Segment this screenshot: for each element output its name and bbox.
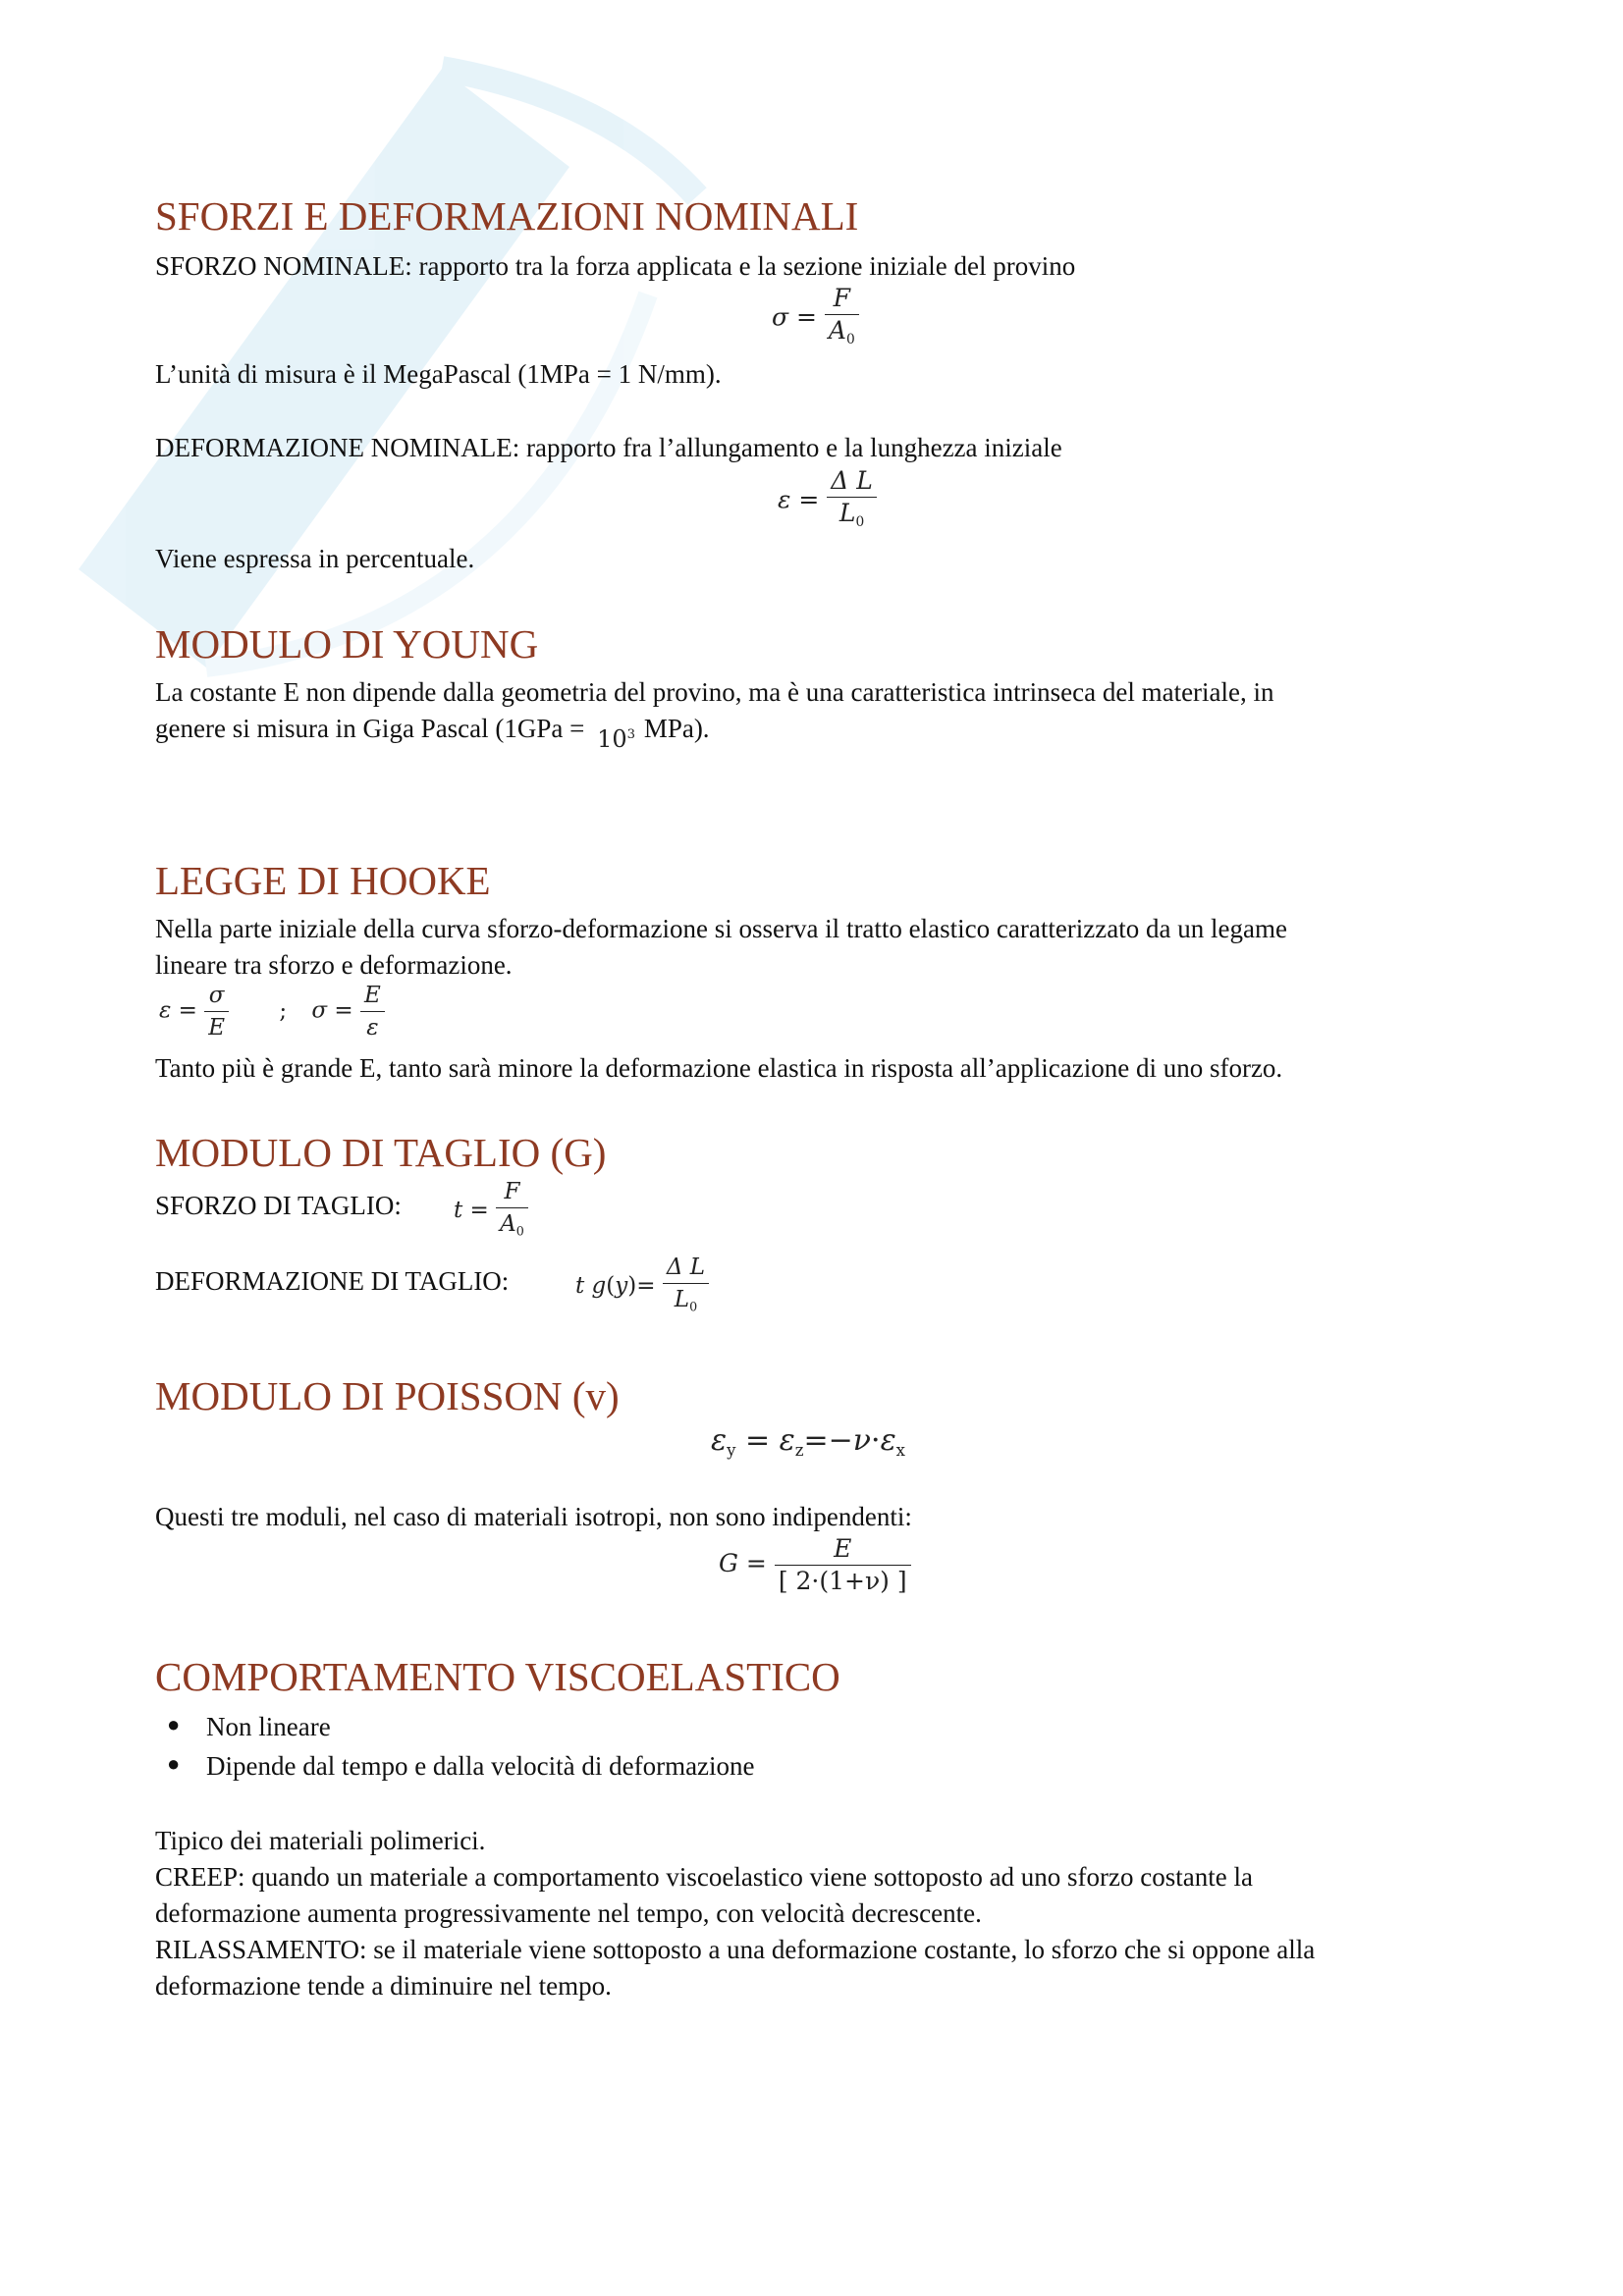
sforzo-nominale-text: SFORZO NOMINALE: rapporto tra la forza applicata e la sezione iniziale del provino bbox=[155, 251, 1076, 281]
shear-g-denominator: [ 2·(1+ν) ] bbox=[778, 1567, 907, 1595]
hooke-eps-denominator: E bbox=[208, 1015, 226, 1041]
poisson-equals: = bbox=[744, 1423, 771, 1458]
shear-g-fraction bbox=[775, 1533, 911, 1597]
shear-g-numerator: E bbox=[775, 1533, 911, 1566]
poisson-sub-y: y bbox=[727, 1440, 736, 1460]
hooke-text-line2: lineare tra sforzo e deformazione. bbox=[155, 950, 513, 980]
shear-tg-fraction bbox=[663, 1252, 709, 1322]
hooke-eps-lhs: ε = bbox=[159, 997, 197, 1024]
bullet-dot-icon: ● bbox=[167, 1712, 181, 1736]
epsilon-fraction bbox=[827, 465, 877, 538]
sigma-fraction bbox=[825, 283, 859, 355]
hooke-sig-fraction bbox=[360, 980, 385, 1043]
epsilon-numerator: Δ L bbox=[827, 465, 877, 498]
creep-text-line1: CREEP: quando un materiale a comportamento viscoelastico viene sottoposto ad uno sforzo costante la bbox=[155, 1862, 1253, 1892]
hooke-text-line3: Tanto più è grande E, tanto sarà minore la deformazione elastica in risposta all’applicazione di uno sforzo. bbox=[155, 1053, 1283, 1083]
sigma-denominator bbox=[825, 315, 859, 355]
bullet-item bbox=[167, 1712, 331, 1742]
poisson-eps-x: ε bbox=[880, 1423, 896, 1458]
shear-tg-lhs: t g bbox=[575, 1273, 607, 1300]
poisson-dot: · bbox=[871, 1423, 881, 1458]
section-title-viscoelastico: COMPORTAMENTO VISCOELASTICO bbox=[155, 1654, 840, 1699]
bullet-item bbox=[167, 1751, 755, 1782]
epsilon-denominator bbox=[827, 498, 877, 538]
shear-tg-argument: y bbox=[615, 1273, 628, 1300]
sforzo-taglio-label: SFORZO DI TAGLIO: bbox=[155, 1191, 402, 1220]
section-title-poisson: MODULO DI POISSON (v) bbox=[155, 1373, 620, 1418]
epsilon-formula bbox=[778, 465, 877, 538]
bullet-text: Dipende dal tempo e dalla velocità di deformazione bbox=[206, 1751, 755, 1781]
hooke-eps-numerator: σ bbox=[204, 980, 229, 1012]
sigma-den-subscript: 0 bbox=[845, 331, 855, 347]
sigma-formula bbox=[772, 283, 859, 355]
unita-misura-text: L’unità di misura è il MegaPascal (1MPa = 1 N/mm). bbox=[155, 359, 722, 389]
rilassamento-text-line1: RILASSAMENTO: se il materiale viene sottoposto a una deformazione costante, lo sforzo che si oppone alla bbox=[155, 1935, 1316, 1964]
shear-t-den-subscript: 0 bbox=[515, 1223, 524, 1239]
shear-tg-numerator: Δ L bbox=[663, 1252, 709, 1284]
poisson-equals-minus: =− bbox=[803, 1423, 853, 1458]
young-exp-power: 3 bbox=[626, 726, 636, 742]
section-title-taglio: MODULO DI TAGLIO (G) bbox=[155, 1130, 607, 1175]
shear-tg-den-symbol: L bbox=[674, 1287, 690, 1312]
tipico-text: Tipico dei materiali polimerici. bbox=[155, 1826, 486, 1855]
section-title-sforzi: SFORZI E DEFORMAZIONI NOMINALI bbox=[155, 193, 859, 239]
rilassamento-text-line2: deformazione tende a diminuire nel tempo. bbox=[155, 1971, 612, 2001]
deformazione-taglio-label: DEFORMAZIONE DI TAGLIO: bbox=[155, 1266, 510, 1296]
hooke-sig-denominator: ε bbox=[366, 1015, 379, 1041]
poisson-eps-y: ε bbox=[711, 1423, 728, 1458]
young-text-line1: La costante E non dipende dalla geometria del provino, ma è una caratteristica intrinseca del materiale, in bbox=[155, 677, 1274, 707]
sigma-den-symbol: A bbox=[828, 316, 846, 345]
poisson-sub-x: x bbox=[895, 1440, 905, 1460]
bullet-dot-icon: ● bbox=[167, 1751, 181, 1776]
young-exp-base: 10 bbox=[597, 725, 627, 753]
bullet-text: Non lineare bbox=[206, 1712, 331, 1741]
creep-text-line2: deformazione aumenta progressivamente nel tempo, con velocità decrescente. bbox=[155, 1898, 982, 1928]
shear-modulus-formula bbox=[719, 1533, 911, 1597]
sigma-numerator: F bbox=[825, 283, 859, 315]
deformazione-nominale-text: DEFORMAZIONE NOMINALE: rapporto fra l’allungamento e la lunghezza iniziale bbox=[155, 433, 1062, 462]
hooke-separator: ; bbox=[279, 997, 288, 1024]
percentuale-text: Viene espressa in percentuale. bbox=[155, 544, 475, 573]
isotropi-text: Questi tre moduli, nel caso di materiali isotropi, non sono indipendenti: bbox=[155, 1502, 912, 1531]
sigma-lhs: σ = bbox=[772, 302, 817, 332]
shear-tg-equals: = bbox=[636, 1273, 656, 1300]
hooke-sig-numerator: E bbox=[360, 980, 385, 1012]
poisson-formula bbox=[711, 1423, 905, 1460]
section-title-young: MODULO DI YOUNG bbox=[155, 621, 539, 667]
epsilon-lhs: ε = bbox=[778, 485, 820, 514]
epsilon-den-symbol: L bbox=[839, 499, 856, 527]
shear-strain-formula: t g(y)= $\frac{\text{Δ L}}{L_0}$ bbox=[575, 1252, 709, 1322]
shear-tg-denominator bbox=[663, 1284, 709, 1322]
shear-t-numerator: F bbox=[496, 1176, 528, 1208]
young-text-part1: genere si misura in Giga Pascal (1GPa = bbox=[155, 714, 585, 743]
shear-t-fraction bbox=[496, 1176, 528, 1247]
shear-t-den-symbol: A bbox=[500, 1211, 516, 1237]
hooke-eps-fraction bbox=[204, 980, 229, 1043]
shear-tg-den-subscript: 0 bbox=[689, 1299, 698, 1314]
hooke-sig-lhs: σ = bbox=[311, 997, 353, 1024]
young-text-part2: MPa). bbox=[643, 714, 710, 743]
shear-stress-formula bbox=[454, 1176, 528, 1247]
young-exponent bbox=[597, 725, 635, 753]
young-text-line2 bbox=[155, 714, 710, 753]
hooke-text-line1: Nella parte iniziale della curva sforzo-deformazione si osserva il tratto elastico caratterizzato da un legame bbox=[155, 914, 1287, 943]
poisson-sub-z: z bbox=[794, 1440, 804, 1460]
shear-t-denominator bbox=[496, 1208, 528, 1247]
shear-t-lhs: t = bbox=[454, 1198, 489, 1224]
hooke-formulas bbox=[159, 980, 385, 1043]
section-title-hooke: LEGGE DI HOOKE bbox=[155, 858, 491, 903]
poisson-nu: ν bbox=[852, 1423, 872, 1458]
poisson-eps-z: ε bbox=[779, 1423, 795, 1458]
shear-g-lhs: G = bbox=[719, 1549, 767, 1577]
epsilon-den-subscript: 0 bbox=[855, 513, 865, 530]
